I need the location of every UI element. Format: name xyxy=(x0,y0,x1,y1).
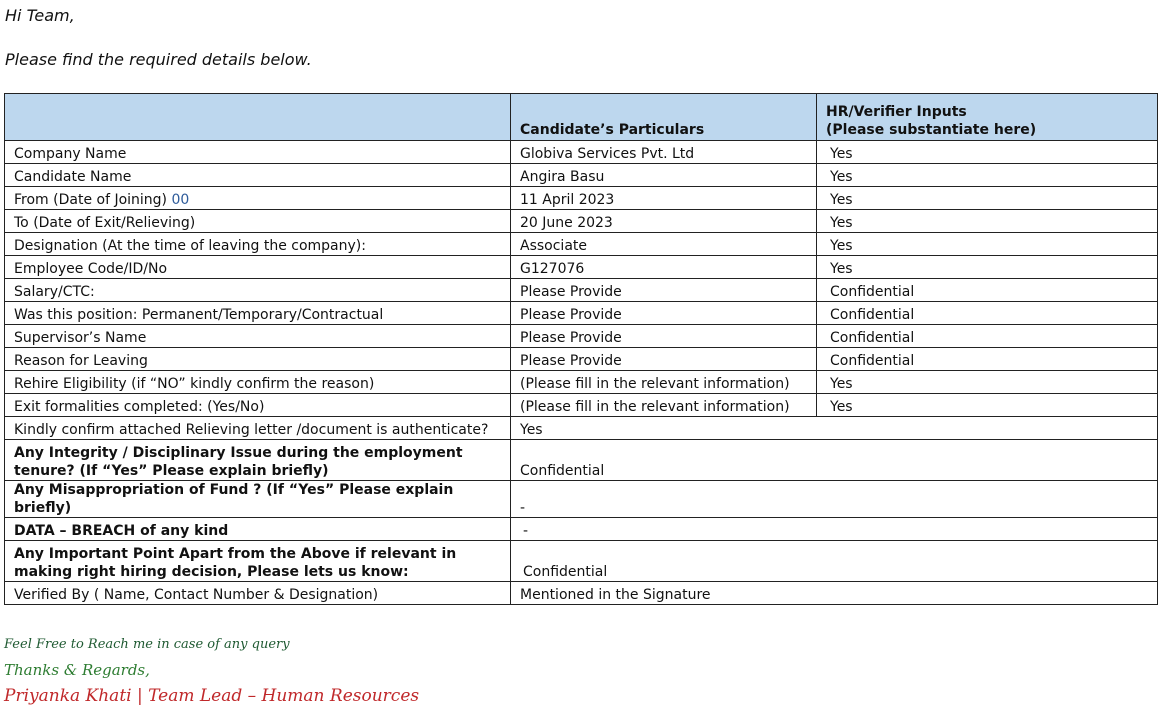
table-row-merged xyxy=(5,518,1158,541)
row-hr-value: Yes xyxy=(817,141,1158,164)
row-candidate-value: G127076 xyxy=(511,256,817,279)
header-hr-title: HR/Verifier Inputs xyxy=(826,104,967,120)
table-row xyxy=(5,210,1158,233)
row-candidate-value: (Please fill in the relevant information) xyxy=(511,394,817,417)
row-hr-value: Yes xyxy=(817,371,1158,394)
table-row xyxy=(5,371,1158,394)
row-candidate-value: Associate xyxy=(511,233,817,256)
table-row xyxy=(5,325,1158,348)
header-col-label xyxy=(5,94,511,141)
row-hr-value: Yes xyxy=(817,164,1158,187)
row-label: Any Important Point Apart from the Above if relevant in making right hiring decision, Please lets us know: xyxy=(5,541,511,582)
row-label: Supervisor’s Name xyxy=(5,325,511,348)
row-hr-value: Yes xyxy=(817,394,1158,417)
row-hr-value: Confidential xyxy=(817,348,1158,371)
row-label: Rehire Eligibility (if “NO” kindly confirm the reason) xyxy=(5,371,511,394)
row-merged-value: - xyxy=(511,481,1158,518)
row-label: Verified By ( Name, Contact Number & Designation) xyxy=(5,582,511,605)
row-candidate-value: Please Provide xyxy=(511,302,817,325)
row-candidate-value: Angira Basu xyxy=(511,164,817,187)
row-label: Company Name xyxy=(5,141,511,164)
row-hr-value: Yes xyxy=(817,256,1158,279)
table-row-merged xyxy=(5,582,1158,605)
row-merged-value: Mentioned in the Signature xyxy=(511,582,1158,605)
row-candidate-value: 20 June 2023 xyxy=(511,210,817,233)
signature-name-title: Priyanka Khati | Team Lead – Human Resources xyxy=(4,686,420,706)
table-row xyxy=(5,164,1158,187)
row-candidate-value: Please Provide xyxy=(511,348,817,371)
row-label: Any Integrity / Disciplinary Issue during the employment tenure? (If “Yes” Please explain briefly) xyxy=(5,440,511,481)
row-label-suffix: 00 xyxy=(171,192,190,208)
row-candidate-value: Globiva Services Pvt. Ltd xyxy=(511,141,817,164)
verification-table xyxy=(4,93,1158,605)
row-hr-value: Yes xyxy=(817,210,1158,233)
table-row xyxy=(5,233,1158,256)
row-merged-value: Confidential xyxy=(511,440,1158,481)
row-label: From (Date of Joining) xyxy=(14,192,168,208)
intro-text: Please find the required details below. xyxy=(5,50,312,69)
table-row-merged xyxy=(5,481,1158,518)
header-col-candidate: Candidate’s Particulars xyxy=(511,94,817,141)
table-row-merged xyxy=(5,417,1158,440)
row-hr-value: Confidential xyxy=(817,325,1158,348)
signature-query-note: Feel Free to Reach me in case of any query xyxy=(4,637,290,652)
table-row xyxy=(5,279,1158,302)
signature-regards: Thanks & Regards, xyxy=(4,661,150,679)
table-row xyxy=(5,302,1158,325)
row-candidate-value: (Please fill in the relevant information) xyxy=(511,371,817,394)
row-candidate-value: Please Provide xyxy=(511,279,817,302)
table-row xyxy=(5,141,1158,164)
row-merged-value: Confidential xyxy=(511,541,1158,582)
row-label: Exit formalities completed: (Yes/No) xyxy=(5,394,511,417)
row-candidate-value: Please Provide xyxy=(511,325,817,348)
row-candidate-value: 11 April 2023 xyxy=(511,187,817,210)
row-hr-value: Confidential xyxy=(817,279,1158,302)
header-col-hr xyxy=(817,94,1158,141)
row-hr-value: Confidential xyxy=(817,302,1158,325)
table-row-merged xyxy=(5,541,1158,582)
row-label: DATA – BREACH of any kind xyxy=(5,518,511,541)
row-hr-value: Yes xyxy=(817,187,1158,210)
row-label: Reason for Leaving xyxy=(5,348,511,371)
table-row xyxy=(5,256,1158,279)
header-hr-subtitle: (Please substantiate here) xyxy=(826,122,1037,138)
row-label-cell xyxy=(5,187,511,210)
table-row xyxy=(5,394,1158,417)
row-label: Candidate Name xyxy=(5,164,511,187)
row-hr-value: Yes xyxy=(817,233,1158,256)
table-row xyxy=(5,348,1158,371)
row-merged-value: - xyxy=(511,518,1158,541)
row-label: To (Date of Exit/Relieving) xyxy=(5,210,511,233)
row-merged-value: Yes xyxy=(511,417,1158,440)
row-label: Salary/CTC: xyxy=(5,279,511,302)
table-row xyxy=(5,187,1158,210)
row-label: Designation (At the time of leaving the company): xyxy=(5,233,511,256)
row-label: Was this position: Permanent/Temporary/Contractual xyxy=(5,302,511,325)
row-label: Employee Code/ID/No xyxy=(5,256,511,279)
row-label: Any Misappropriation of Fund ? (If “Yes” Please explain briefly) xyxy=(5,481,511,518)
greeting: Hi Team, xyxy=(5,6,75,25)
row-label: Kindly confirm attached Relieving letter /document is authenticate? xyxy=(5,417,511,440)
table-row-merged xyxy=(5,440,1158,481)
table-header-row xyxy=(5,94,1158,141)
